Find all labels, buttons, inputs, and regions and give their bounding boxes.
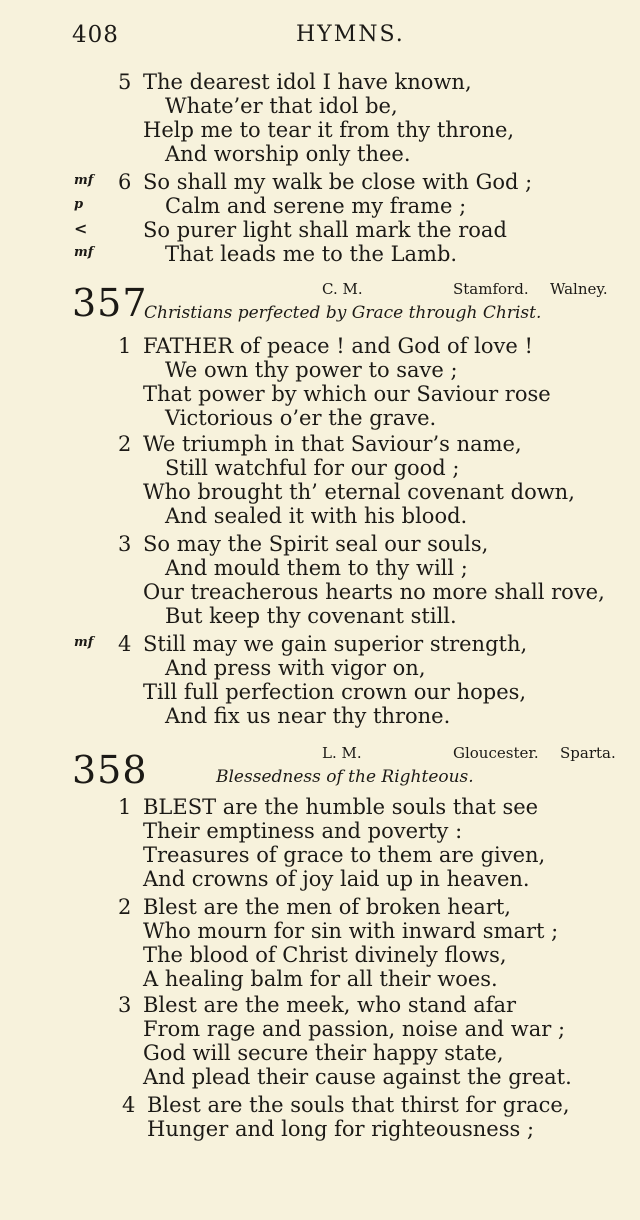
verse-line: Hunger and long for righteousness ; <box>147 1117 535 1141</box>
verse-line: So shall my walk be close with God ; <box>143 170 533 194</box>
verse-line: Victorious o’er the grave. <box>165 406 437 430</box>
verse-line: But keep thy covenant still. <box>165 604 457 628</box>
hymn-number: 358 <box>72 748 148 792</box>
verse-line: God will secure their happy state, <box>143 1041 504 1065</box>
dynamic-mark: < <box>74 219 88 238</box>
verse-number: 1 <box>118 334 132 358</box>
tune-name: Stamford. <box>453 280 529 298</box>
page-header <box>0 22 640 52</box>
verse-line: Our treacherous hearts no more shall rove, <box>143 580 605 604</box>
verse-line: Blest are the men of broken heart, <box>143 895 511 919</box>
verse-line: Blest are the souls that thirst for grace, <box>147 1093 570 1117</box>
verse-line: Blest are the meek, who stand afar <box>143 993 517 1017</box>
tune-name: Walney. <box>550 280 608 298</box>
meter: C. M. <box>322 280 363 298</box>
verse-number: 1 <box>118 795 132 819</box>
verse-line: Still may we gain superior strength, <box>143 632 528 656</box>
verse-line: We own thy power to save ; <box>165 358 458 382</box>
verse-line: Who mourn for sin with inward smart ; <box>143 919 559 943</box>
verse-number: 5 <box>118 70 132 94</box>
dynamic-mark: mf <box>74 173 94 188</box>
verse-line: The blood of Christ divinely flows, <box>143 943 507 967</box>
running-title: HYMNS. <box>296 22 405 47</box>
dynamic-mark: p <box>74 197 84 212</box>
page-number: 408 <box>72 22 119 48</box>
verse-line: And press with vigor on, <box>165 656 426 680</box>
verse-line: That power by which our Saviour rose <box>143 382 551 406</box>
verse-line: From rage and passion, noise and war ; <box>143 1017 566 1041</box>
verse-line: And worship only thee. <box>165 142 411 166</box>
verse-number: 2 <box>118 895 132 919</box>
verse-number: 2 <box>118 432 132 456</box>
verse-line: Still watchful for our good ; <box>165 456 460 480</box>
verse-line: And sealed it with his blood. <box>165 504 468 528</box>
verse-line: So may the Spirit seal our souls, <box>143 532 489 556</box>
dynamic-mark: mf <box>74 635 94 650</box>
verse-line: And mould them to thy will ; <box>165 556 468 580</box>
verse-line: Whate’er that idol be, <box>165 94 398 118</box>
verse-line: And plead their cause against the great. <box>143 1065 572 1089</box>
tune-name: Gloucester. <box>453 744 539 762</box>
meter: L. M. <box>322 744 362 762</box>
verse-number: 3 <box>118 993 132 1017</box>
verse-number: 4 <box>118 632 132 656</box>
verse-number: 4 <box>122 1093 136 1117</box>
hymn-number: 357 <box>72 281 148 325</box>
verse-line: And crowns of joy laid up in heaven. <box>143 867 530 891</box>
verse-line: And fix us near thy throne. <box>165 704 451 728</box>
verse-line: So purer light shall mark the road <box>143 218 507 242</box>
verse-line: Till full perfection crown our hopes, <box>143 680 527 704</box>
verse-line: FATHER of peace ! and God of love ! <box>143 334 533 358</box>
verse-line: The dearest idol I have known, <box>143 70 472 94</box>
verse-number: 3 <box>118 532 132 556</box>
verse-line: Treasures of grace to them are given, <box>143 843 546 867</box>
verse-number: 6 <box>118 170 132 194</box>
verse-line: Who brought th’ eternal covenant down, <box>143 480 575 504</box>
verse-line: Calm and serene my frame ; <box>165 194 467 218</box>
dynamic-mark: mf <box>74 245 94 260</box>
hymn-subtitle: Blessedness of the Righteous. <box>216 767 474 787</box>
verse-line: Help me to tear it from thy throne, <box>143 118 515 142</box>
verse-line: We triumph in that Saviour’s name, <box>143 432 522 456</box>
verse-line: That leads me to the Lamb. <box>165 242 458 266</box>
verse-line: BLEST are the humble souls that see <box>143 795 539 819</box>
verse-line: Their emptiness and poverty : <box>143 819 463 843</box>
tune-name: Sparta. <box>560 744 616 762</box>
verse-line: A healing balm for all their woes. <box>143 967 498 991</box>
hymn-subtitle: Christians perfected by Grace through Christ. <box>144 303 542 323</box>
